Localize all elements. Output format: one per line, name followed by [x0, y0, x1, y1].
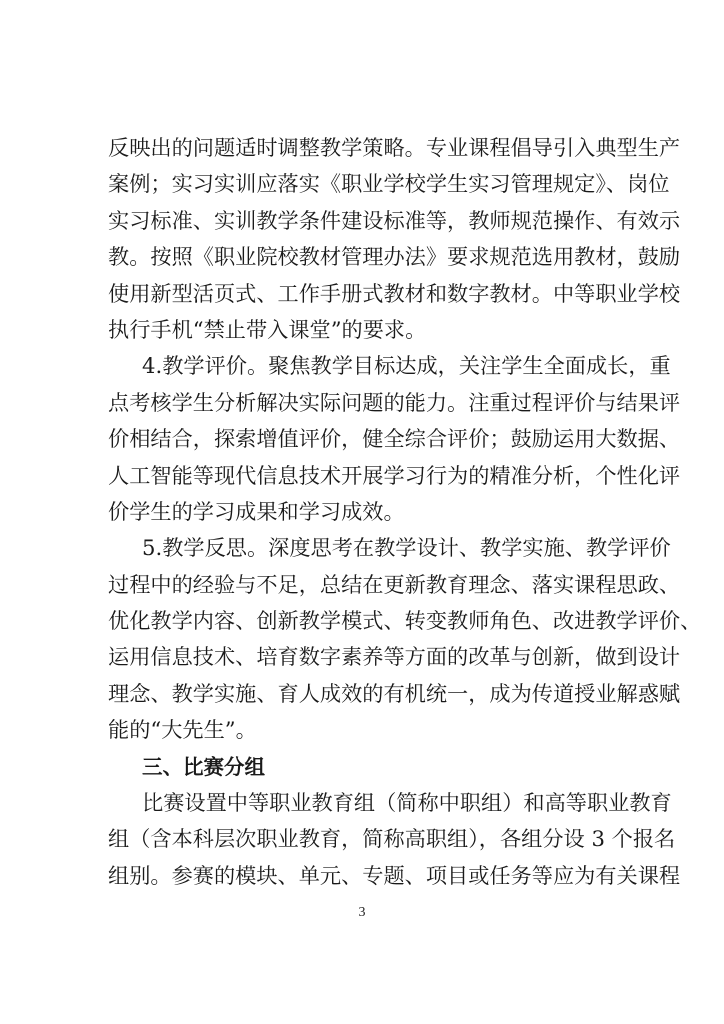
text-line: 价相结合，探索增值评价，健全综合评价；鼓励运用大数据、: [108, 426, 681, 452]
text-line: 能的“大先生”。: [108, 717, 257, 743]
text-line: 5.教学反思。深度思考在教学设计、教学实施、教学评价: [142, 535, 671, 561]
page-number: 3: [358, 905, 366, 920]
text-line: 价学生的学习成果和学习成效。: [108, 498, 405, 524]
text-line: 理念、教学实施、育人成效的有机统一，成为传道授业解惑赋: [108, 680, 681, 706]
text-line: 反映出的问题适时调整教学策略。专业课程倡导引入典型生产: [108, 135, 681, 160]
text-line: 案例；实习实训应落实《职业学校学生实习管理规定》、岗位: [108, 171, 670, 197]
text-line: 实习标准、实训教学条件建设标准等，教师规范操作、有效示: [108, 207, 681, 233]
text-line: 4.教学评价。聚焦教学目标达成，关注学生全面成长，重: [142, 353, 671, 379]
paragraph-block: [108, 130, 702, 749]
text-line: 点考核学生分析解决实际问题的能力。注重过程评价与结果评: [108, 389, 681, 415]
text-line: 执行手机“禁止带入课堂”的要求。: [108, 316, 427, 342]
text-line: 组（含本科层次职业教育，简称高职组），各组分设 3 个报名: [108, 826, 676, 852]
document-body: [108, 130, 702, 894]
text-line: 人工智能等现代信息技术开展学习行为的精准分析，个性化评: [108, 462, 681, 488]
text-line: 优化教学内容、创新教学模式、转变教师角色、改进教学评价、: [108, 608, 702, 634]
section-heading: 三、比赛分组: [142, 754, 265, 779]
text-line: 组别。参赛的模块、单元、专题、项目或任务等应为有关课程: [108, 862, 681, 888]
text-line: 比赛设置中等职业教育组（简称中职组）和高等职业教育: [142, 790, 672, 816]
text-line: 使用新型活页式、工作手册式教材和数字教材。中等职业学校: [108, 280, 681, 306]
paragraph-block: [108, 785, 681, 894]
text-line: 运用信息技术、培育数字素养等方面的改革与创新，做到设计: [108, 644, 681, 670]
text-line: 教。按照《职业院校教材管理办法》要求规范选用教材，鼓励: [108, 244, 681, 270]
text-line: 过程中的经验与不足，总结在更新教育理念、落实课程思政、: [108, 571, 681, 597]
